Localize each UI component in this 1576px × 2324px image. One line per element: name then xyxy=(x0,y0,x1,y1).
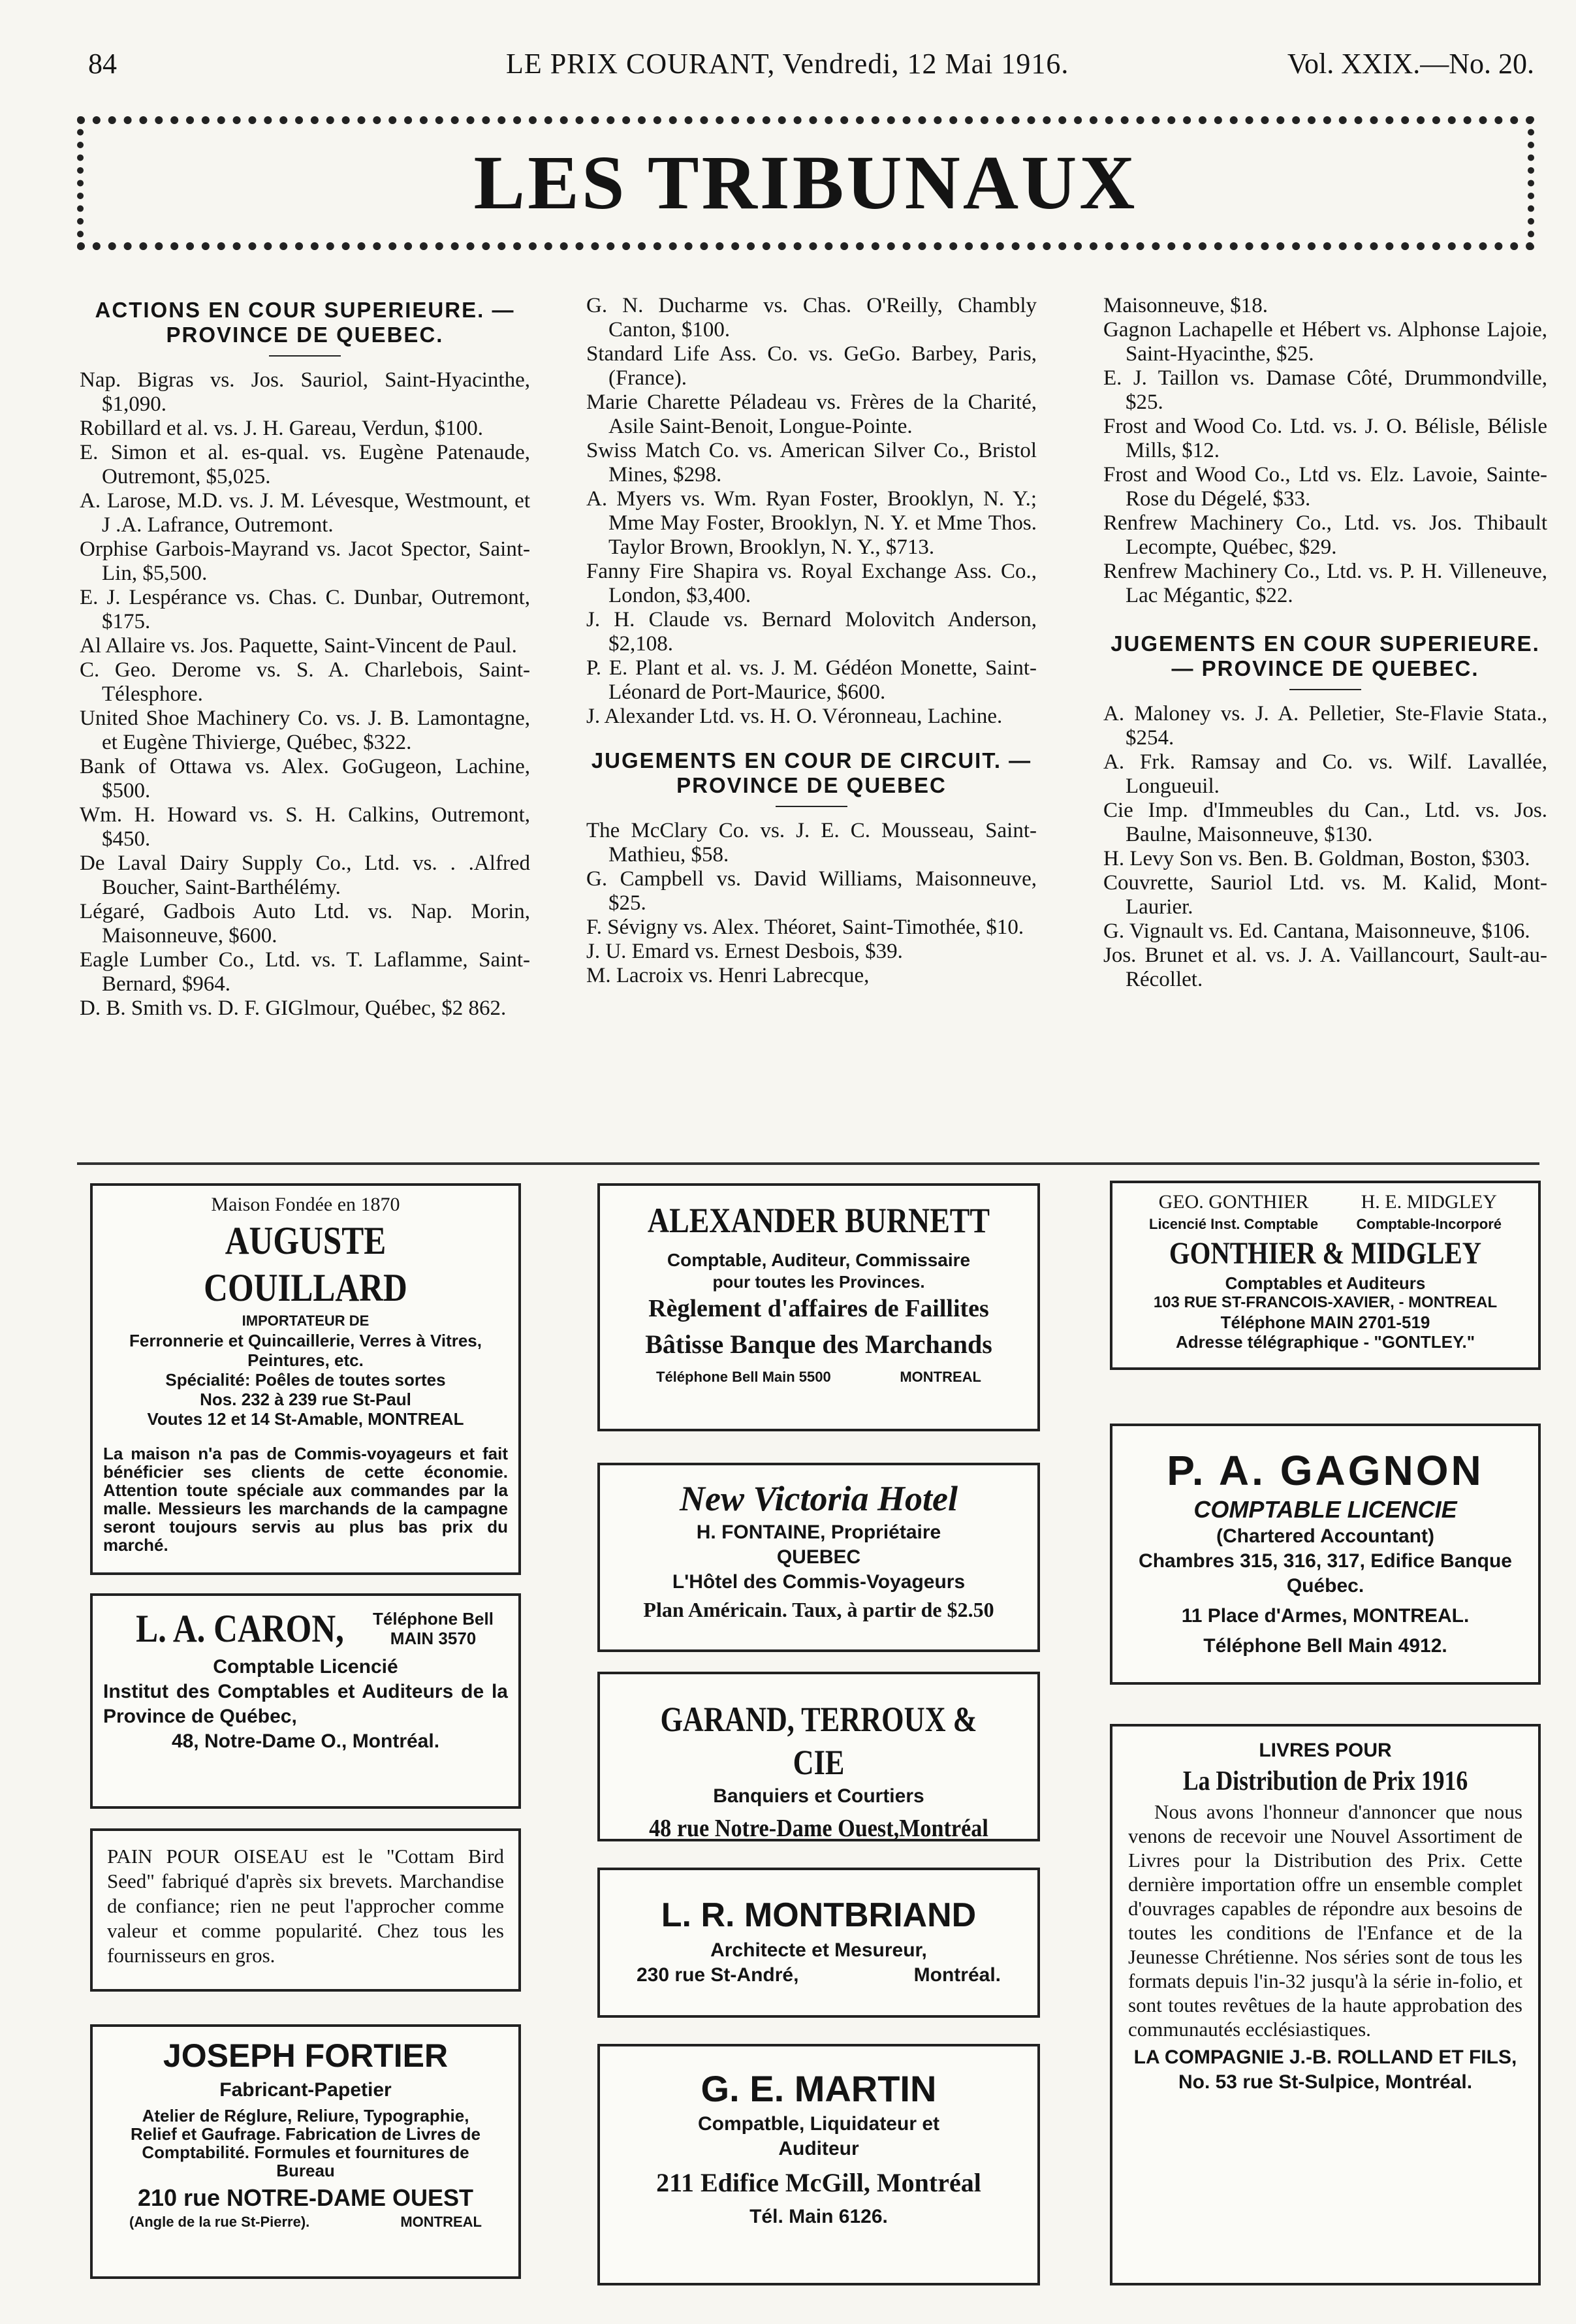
ad-gonthier-midgley xyxy=(1110,1181,1541,1370)
case-entry: Wm. H. Howard vs. S. H. Calkins, Outremont, $450. xyxy=(80,803,530,851)
ad-line: (Chartered Accountant) xyxy=(1216,1525,1434,1547)
case-entry: D. B. Smith vs. D. F. GIGlmour, Québec, $2 862. xyxy=(80,996,507,1020)
section-heading-circuit: JUGEMENTS EN COUR DE CIRCUIT. — PROVINCE DE QUEBEC xyxy=(591,748,1032,797)
ad-title: Fabricant-Papetier xyxy=(219,2079,392,2101)
ad-line: La Distribution de Prix 1916 xyxy=(1182,1766,1468,1796)
ad-address: 210 rue NOTRE-DAME OUEST xyxy=(137,2184,474,2211)
case-entry: Marie Charette Péladeau vs. Frères de la Charité, Asile Saint-Benoit, Longue-Pointe. xyxy=(586,390,1037,438)
ad-montbriand xyxy=(597,1868,1040,2018)
case-entry: Frost and Wood Co. Ltd. vs. J. O. Bélisle, Bélisle Mills, $12. xyxy=(1103,415,1547,462)
ad-line: Chambres 315, 316, 317, Edifice Banque Québec. xyxy=(1139,1550,1512,1597)
page-title: LES TRIBUNAUX xyxy=(473,140,1138,225)
ad-title: Comptable Licencié xyxy=(213,1656,398,1678)
ad-livres-prix xyxy=(1110,1724,1541,2285)
ad-line: IMPORTATEUR DE xyxy=(242,1313,370,1329)
ad-founded: Maison Fondée en 1870 xyxy=(211,1194,400,1215)
section-separator xyxy=(77,1162,1539,1165)
ad-phone: MAIN 3570 xyxy=(390,1629,477,1648)
ad-text: PAIN POUR OISEAU est le "Cottam Bird Seed" fabriqué d'après six brevets. Marchandise de confiance; rien ne peut l'approcher comme valeur et comme popularité. Chez tous les fournisseurs en gros. xyxy=(107,1845,504,1967)
section-heading-actions: ACTIONS EN COUR SUPERIEURE. —PROVINCE DE QUEBEC. xyxy=(95,298,515,347)
ad-phone: Téléphone Bell Main 5500 xyxy=(656,1369,831,1385)
case-entry: G. Campbell vs. David Williams, Maisonneuve, $25. xyxy=(586,867,1037,915)
case-entry: J. U. Emard vs. Ernest Desbois, $39. xyxy=(586,940,903,963)
ad-city: QUEBEC xyxy=(776,1546,861,1568)
ad-company: LA COMPAGNIE J.-B. ROLLAND ET FILS, xyxy=(1133,2046,1517,2068)
ad-line: Spécialité: Poêles de toutes sortes xyxy=(165,1370,446,1390)
case-entry: Eagle Lumber Co., Ltd. vs. T. Laflamme, Saint-Bernard, $964. xyxy=(80,948,530,996)
case-entry: E. J. Taillon vs. Damase Côté, Drummondville, $25. xyxy=(1103,366,1547,414)
case-entry: Orphise Garbois-Mayrand vs. Jacot Spector, Saint-Lin, $5,500. xyxy=(80,537,530,585)
ad-caron xyxy=(90,1593,521,1809)
ad-corner: (Angle de la rue St-Pierre). xyxy=(129,2214,310,2230)
column-3 xyxy=(1103,294,1547,992)
ad-line: Voutes 12 et 14 St-Amable, MONTREAL xyxy=(147,1409,464,1429)
ad-name: GARAND, TERROUX & CIE xyxy=(660,1700,977,1782)
divider xyxy=(1289,689,1361,690)
ad-notice: La maison n'a pas de Commis-voyageurs et fait bénéficier ses clients de cette économie. Attention toute spéciale aux commandes par la malle. Messieurs les marchands de la campagne seront toujours servis au plus bas prix du marché. xyxy=(103,1444,508,1555)
title-box xyxy=(77,116,1534,250)
case-entry: The McClary Co. vs. J. E. C. Mousseau, Saint-Mathieu, $58. xyxy=(586,819,1037,867)
ad-name: L. A. CARON, xyxy=(136,1607,344,1650)
ad-line: 103 RUE ST-FRANCOIS-XAVIER, - MONTREAL xyxy=(1153,1294,1498,1311)
ad-martin xyxy=(597,2044,1040,2285)
case-entry: H. Levy Son vs. Ben. B. Goldman, Boston, $303. xyxy=(1103,847,1530,870)
page-number: 84 xyxy=(88,48,117,80)
column-2 xyxy=(586,294,1037,988)
ad-line: Bâtisse Banque des Marchands xyxy=(645,1329,992,1359)
ad-fortier xyxy=(90,2024,521,2279)
ad-line: Téléphone MAIN 2701-519 xyxy=(1220,1313,1430,1332)
ad-city: MONTREAL xyxy=(400,2214,482,2230)
ad-line: Auditeur xyxy=(778,2138,859,2159)
case-entry: J. Alexander Ltd. vs. H. O. Véronneau, Lachine. xyxy=(586,705,1003,728)
case-entry: Frost and Wood Co., Ltd vs. Elz. Lavoie, Sainte-Rose du Dégelé, $33. xyxy=(1103,463,1547,511)
case-entry: Jos. Brunet et al. vs. J. A. Vaillancourt, Sault-au-Récollet. xyxy=(1103,944,1547,991)
volume-number: Vol. XXIX.—No. 20. xyxy=(1287,48,1534,80)
ad-owner: H. FONTAINE, Propriétaire xyxy=(696,1521,941,1543)
ad-phone: Téléphone Bell xyxy=(373,1609,494,1629)
ad-line: 48 rue Notre-Dame Ouest,Montréal xyxy=(649,1815,988,1842)
ad-line: Plan Américain. Taux, à partir de $2.50 xyxy=(643,1598,994,1621)
ad-line: LIVRES POUR xyxy=(1259,1740,1392,1761)
ad-line: L'Hôtel des Commis-Voyageurs xyxy=(672,1571,966,1593)
ad-name: JOSEPH FORTIER xyxy=(163,2037,449,2074)
ad-name: New Victoria Hotel xyxy=(680,1479,958,1518)
ad-partner: H. E. MIDGLEY xyxy=(1361,1191,1497,1213)
ad-city: Montréal. xyxy=(913,1964,1001,1986)
case-entry: P. E. Plant et al. vs. J. M. Gédéon Monette, Saint-Léonard de Port-Maurice, $600. xyxy=(586,656,1037,704)
case-entry: Renfrew Machinery Co., Ltd. vs. P. H. Villeneuve, Lac Mégantic, $22. xyxy=(1103,560,1547,607)
ad-name: GONTHIER & MIDGLEY xyxy=(1169,1236,1482,1271)
ad-line: Téléphone Bell Main 4912. xyxy=(1203,1635,1447,1657)
ad-phone: Tél. Main 6126. xyxy=(749,2206,888,2227)
ad-partner: GEO. GONTHIER xyxy=(1158,1191,1309,1213)
ad-name: AUGUSTE COUILLARD xyxy=(204,1219,407,1309)
ad-line: Banquiers et Courtiers xyxy=(713,1785,924,1807)
case-entry: A. Myers vs. Wm. Ryan Foster, Brooklyn, N. Y.; Mme May Foster, Brooklyn, N. Y. et Mme Thos. Taylor Brown, Brooklyn, N. Y., $713. xyxy=(586,487,1037,559)
case-entry: Maisonneuve, $18. xyxy=(1103,294,1269,317)
case-entry: Al Allaire vs. Jos. Paquette, Saint-Vincent de Paul. xyxy=(80,634,517,658)
running-header xyxy=(88,40,1537,90)
ad-line: Comptable, Auditeur, Commissaire xyxy=(667,1250,971,1270)
ad-body: Nous avons l'honneur d'annoncer que nous venons de recevoir une Nouvel Assortiment de Livres pour la Distribution des Prix. Cette dernière importation offre un ensemble complet d'ouvrages capables de répondre aux besoins de toutes les conditions de l'Enfance et de la Jeunesse Chrétienne. Nos séries sont de tous les formats depuis l'in-32 jusqu'à la série in-folio, et sont toutes revêtues de la haute approbation des communautés ecclésiastiques. xyxy=(1128,1800,1522,2041)
ad-body: Atelier de Réglure, Reliure, Typographie, Relief et Gaufrage. Fabrication de Livres de Comptabilité. Formules et fournitures de Bureau xyxy=(130,2106,481,2180)
divider xyxy=(776,806,847,807)
case-entry: A. Maloney vs. J. A. Pelletier, Ste-Flavie Stata., $254. xyxy=(1103,702,1547,750)
ad-address: No. 53 rue St-Sulpice, Montréal. xyxy=(1178,2071,1473,2093)
ad-name: P. A. GAGNON xyxy=(1167,1447,1484,1494)
case-entry: Couvrette, Sauriol Ltd. vs. M. Kalid, Mont-Laurier. xyxy=(1103,871,1547,919)
ad-city: MONTREAL xyxy=(900,1369,981,1385)
ad-line: pour toutes les Provinces. xyxy=(712,1272,925,1292)
case-entry: Renfrew Machinery Co., Ltd. vs. Jos. Thibault Lecompte, Québec, $29. xyxy=(1103,511,1547,559)
case-entry: Nap. Bigras vs. Jos. Sauriol, Saint-Hyacinthe, $1,090. xyxy=(80,368,530,416)
ad-gagnon xyxy=(1110,1424,1541,1685)
case-entry: A. Frk. Ramsay and Co. vs. Wilf. Lavallée, Longueuil. xyxy=(1103,750,1547,798)
entries-list xyxy=(80,368,530,1021)
ad-line: 11 Place d'Armes, MONTREAL. xyxy=(1181,1605,1470,1627)
ad-partner-title: Licencié Inst. Comptable xyxy=(1149,1216,1319,1232)
ad-line: Ferronnerie et Quincaillerie, Verres à Vitres, Peintures, etc. xyxy=(129,1331,482,1370)
ad-line: Règlement d'affaires de Faillites xyxy=(648,1295,989,1322)
ad-address: 48, Notre-Dame O., Montréal. xyxy=(171,1730,440,1752)
ad-line: Adresse télégraphique - "GONTLEY." xyxy=(1175,1332,1475,1352)
case-entry: G. Vignault vs. Ed. Cantana, Maisonneuve, $106. xyxy=(1103,919,1530,943)
ad-victoria-hotel xyxy=(597,1463,1040,1652)
entries-list xyxy=(586,294,1037,729)
ad-name: G. E. MARTIN xyxy=(701,2068,937,2109)
ad-garand-terroux xyxy=(597,1672,1040,1841)
ad-line: Compatble, Liquidateur et xyxy=(697,2113,940,2135)
case-entry: Cie Imp. d'Immeubles du Can., Ltd. vs. Jos. Baulne, Maisonneuve, $130. xyxy=(1103,799,1547,846)
case-entry: United Shoe Machinery Co. vs. J. B. Lamontagne, et Eugène Thivierge, Québec, $322. xyxy=(80,707,530,754)
entries-list xyxy=(586,819,1037,988)
case-entry: E. J. Lespérance vs. Chas. C. Dunbar, Outremont, $175. xyxy=(80,586,530,633)
case-entry: Swiss Match Co. vs. American Silver Co., Bristol Mines, $298. xyxy=(586,439,1037,486)
case-entry: C. Geo. Derome vs. S. A. Charlebois, Saint-Télesphore. xyxy=(80,658,530,706)
entries-list xyxy=(1103,294,1547,608)
entries-list xyxy=(1103,702,1547,992)
case-entry: A. Larose, M.D. vs. J. M. Lévesque, Westmount, et J .A. Lafrance, Outremont. xyxy=(80,489,530,537)
case-entry: Légaré, Gadbois Auto Ltd. vs. Nap. Morin, Maisonneuve, $600. xyxy=(80,900,530,947)
ad-line: Nos. 232 à 239 rue St-Paul xyxy=(200,1390,411,1409)
case-entry: De Laval Dairy Supply Co., Ltd. vs. . .Alfred Boucher, Saint-Barthélémy. xyxy=(80,852,530,899)
ad-line: Architecte et Mesureur, xyxy=(710,1939,927,1961)
ad-name: ALEXANDER BURNETT xyxy=(647,1201,990,1240)
case-entry: Bank of Ottawa vs. Alex. GoGugeon, Lachine, $500. xyxy=(80,755,530,803)
ad-name: L. R. MONTBRIAND xyxy=(661,1896,977,1934)
ad-line: COMPTABLE LICENCIE xyxy=(1193,1496,1457,1523)
ad-partner-title: Comptable-Incorporé xyxy=(1356,1216,1502,1232)
divider xyxy=(269,355,341,357)
ad-pain-oiseau xyxy=(90,1828,521,1992)
case-entry: J. H. Claude vs. Bernard Molovitch Anderson, $2,108. xyxy=(586,608,1037,656)
case-entry: M. Lacroix vs. Henri Labrecque, xyxy=(586,964,870,987)
publication-line: LE PRIX COURANT, Vendredi, 12 Mai 1916. xyxy=(506,48,1069,80)
ad-body: Institut des Comptables et Auditeurs de la Province de Québec, xyxy=(103,1681,508,1727)
case-entry: Robillard et al. vs. J. H. Gareau, Verdun, $100. xyxy=(80,417,484,440)
case-entry: F. Sévigny vs. Alex. Théoret, Saint-Timothée, $10. xyxy=(586,915,1024,939)
ad-burnett xyxy=(597,1183,1040,1431)
section-heading-jugements: JUGEMENTS EN COUR SUPERIEURE. — PROVINCE DE QUEBEC. xyxy=(1111,631,1540,680)
ad-line: 211 Edifice McGill, Montréal xyxy=(656,2168,981,2197)
case-entry: Gagnon Lachapelle et Hébert vs. Alphonse Lajoie, Saint-Hyacinthe, $25. xyxy=(1103,318,1547,366)
case-entry: Fanny Fire Shapira vs. Royal Exchange Ass. Co., London, $3,400. xyxy=(586,560,1037,607)
case-entry: Standard Life Ass. Co. vs. GeGo. Barbey, Paris, (France). xyxy=(586,342,1037,390)
case-entry: E. Simon et al. es-qual. vs. Eugène Patenaude, Outremont, $5,025. xyxy=(80,441,530,488)
ad-line: Comptables et Auditeurs xyxy=(1225,1273,1426,1293)
ad-address: 230 rue St-André, xyxy=(637,1964,799,1986)
column-1 xyxy=(80,294,530,1021)
ad-couillard xyxy=(90,1183,521,1575)
case-entry: G. N. Ducharme vs. Chas. O'Reilly, Chambly Canton, $100. xyxy=(586,294,1037,342)
